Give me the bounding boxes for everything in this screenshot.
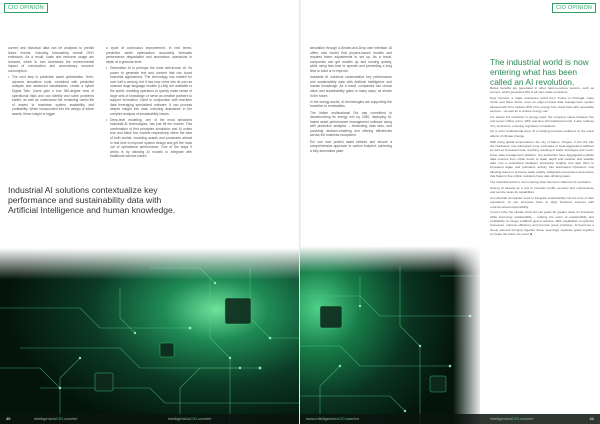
footer-site-link-2[interactable]: [168, 414, 211, 424]
section-badge: CIO OPINION: [4, 3, 48, 13]
page-footer: [300, 414, 600, 424]
paragraph: In the energy sector, AI technologies are supporting the transition to renewables.: [310, 99, 392, 109]
paragraph: simulation through a Decide-and-Drop user interface. AI offers now model that physics-based models and requires fewer adjustments to set up. As a result, companies can get models up and running quickly, while using less time to operate and preventing a long time to build or to improve.: [310, 46, 392, 73]
footer-site-prefix: intelligentcio: [490, 416, 513, 421]
footer-site-link[interactable]: [34, 414, 77, 424]
footer-site-suffix: .com/eri: [344, 416, 359, 421]
paragraph: Dyer Cement, a major operations world from Turkey to Portugal, Cape Verde and West Africa, uses an edge-to-cloud data management system allowed with AI to replace 30% of its energy from fossil fuels with renewable sources – as well as to reduce energy use.: [490, 96, 594, 114]
footer-site-prefix: intelligentcio: [168, 416, 191, 421]
pull-quote: Industrial AI solutions contextualize key performance and sustainability data with Artificial Intelligence and human knowledge.: [8, 185, 176, 215]
footer-site-prefix: intelligentcio: [34, 416, 57, 421]
circuit-ai-image: [300, 246, 480, 424]
right-page: [300, 0, 600, 424]
footer-site-suffix: .com/eri: [519, 416, 534, 421]
bullet-item: • The next step is predictive asset optimisation. Here, dynamic simulation tools, combined with predictive analysis and advanced visualisation, create a hybrid Digital Twin. Users gain a true 360-degree view of operational risks and can identify and solve problems earlier, as well as understand the remaining useful life of assets to maximise system availability and profitability. When incorporated into the design of future assets, these insight is bigger: [8, 75, 94, 116]
bullet-item: • Deep-tech modeling, one of the most advanced industrial AI technologies, has just hit the market. This combination of first principles simulation and AI unites true and black box models respectively offers the best of both worlds: modeling assets and processes almost in real time to improve system design and get the most out of operational performance. One of the ways it works is by allowing AI models to integrate with traditional science-based: [106, 118, 192, 159]
paragraph: The Italian multinational Eni has committed to decarbonizing its energy mix by 2050, deploying AI-based asset performance management software along with predictive analytics – eliminating data silos, and providing decision-enabling and offering efficiencies across the business ecosystem.: [310, 110, 392, 138]
paragraph: Below benefits are generated in other hard-to-reduce sectors, such as cement, which generates 8% of all man-made emissions.: [490, 86, 594, 95]
text-column-1: [8, 46, 94, 118]
footer-site-suffix: .com/eri: [63, 416, 78, 421]
footer-site-suffix: .com/eri: [197, 416, 212, 421]
text-column-2: [490, 86, 594, 238]
page-footer: [0, 414, 300, 424]
article-heading: The industrial world is now entering what has been called an AI revolution.: [490, 57, 589, 87]
paragraph: On a more fundamental level, AI is helping increase resilience to the worst effects of climate change.: [490, 129, 594, 138]
footer-site-accent: CIO: [337, 416, 345, 421]
footer-site-prefix: www.intelligentcio: [306, 416, 338, 421]
circuit-board-icon: [0, 248, 300, 424]
footer-site-accent: CIO: [512, 416, 520, 421]
footer-site-link[interactable]: [306, 414, 359, 424]
paragraph: The industrial world is now entering what has been called an AI revolution.: [490, 179, 592, 184]
bullet-item: • Generative AI is perhaps the most well-known AI. Its power to generate text and content that can boost industrial applications. The technology has existed for over half a century, but it has now come into its own as massive large language models (LLMs) are available to the public, enabling operators to quickly make sense of large sets of knowledge or serve as creative partners to support innovation. Used in conjunction with real-time data leveraging specialised software, it can process deeper insight into data, including assistance in the complex analysis of sustainability issues.: [106, 66, 192, 117]
bullet-list: [106, 66, 192, 159]
page-number: 41: [589, 416, 594, 421]
footer-site-link-2[interactable]: [490, 414, 533, 424]
page-number: 40: [6, 416, 11, 421]
paragraph: current and historical data can be analysed to predict future events, including forecasting overall GHG emissions. As a result, costs and resource usage are reduced, which in turn decreases the environmental impact of construction and unnecessary resource consumption.: [8, 46, 94, 73]
section-badge: CIO OPINION: [552, 3, 596, 13]
paragraph: Industrial AI solutions contextualize key performance and sustainability data with Artificial Intelligence and human knowledge. As a result, companies can unlock value and sustainability gains in many ways, as shown in the future.: [310, 75, 392, 98]
paragraph: As industrial companies seek to integrate sustainability into the core of their operations, AI can empower them to align business success with environmental responsibility.: [490, 195, 594, 209]
text-column-1: [310, 46, 392, 155]
paragraph: Seeing AI already as a tool to increase profits securely and maintenance and service tasks its capabilities.: [490, 185, 594, 195]
footer-site-accent: CIO: [190, 416, 198, 421]
paragraph: a cycle of continuous improvement. In real terms, predictive asset optimisation accurately forecasts performance degradation and anomalous operations in depth at a granular level.: [106, 46, 192, 64]
paragraph: With rising global temperatures, the city of Salem, Oregon, in the US, like the Northwest, has witnessed more outbreaks of heat-aggravated wildfires as well as increased heat, anything resulting in water shortages and much-fewer data management platform, city authorities have aggregated multiple data sources from urban levels to water depth and weather and satellite data, into a centralised intelligent production insights now alert them to increased algae and pollutants activity has automated Operators now allowing teams to preserve water quality, safeguard ecosystems and ensure that Salem's five million residents have safe drinking water.: [490, 139, 594, 179]
paragraph: Eni can now predict asset failures and ensure a comprehensive approach to carbon footprint, achieving a fully automated plant.: [310, 139, 392, 153]
circuit-board-icon: [300, 246, 480, 424]
paragraph: It won't solve the climate crisis but can guide far greater value for industries while improving sustainability – making the union of sustainability and profitability no longer a difficult goal to achieve. With capabilities to optimise processes, improve efficiency and promote green practices, AI becomes a timely element bringing together these seemingly separate goals together to create the future we need. ■: [490, 210, 594, 236]
circuit-ai-image: [0, 248, 300, 424]
paragraph: For assets 1% reduction in energy used, the company saves between five and seven million euros. With real-time informational trends, it also reduces CO₂ emissions, ensuring regulatory compliance.: [490, 114, 594, 128]
bullet-list: [8, 75, 94, 116]
text-column-2: [106, 46, 192, 160]
footer-site-accent: CIO: [56, 416, 64, 421]
